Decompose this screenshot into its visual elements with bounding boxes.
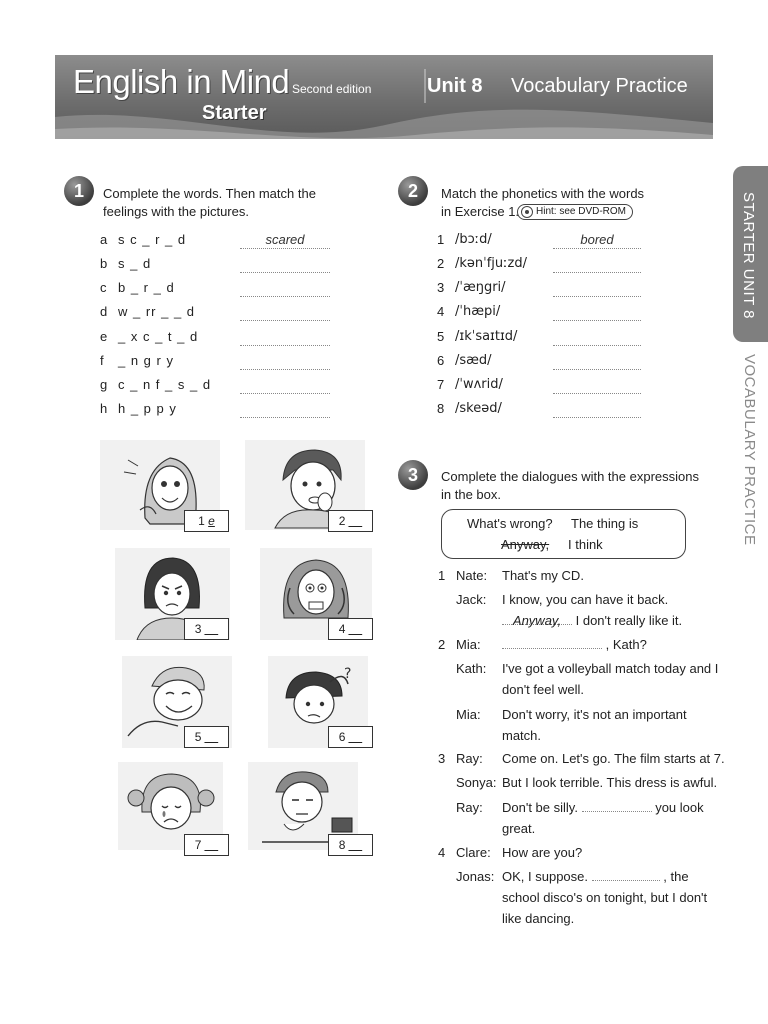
exercise-2-item	[437, 353, 647, 371]
dialogue-line-text: OK, I suppose.	[502, 869, 588, 884]
item-letter: g	[100, 377, 108, 392]
hint-text: Hint: see DVD-ROM	[536, 206, 627, 217]
item-word: s _ d	[118, 256, 152, 271]
answer-field[interactable]	[553, 401, 641, 418]
exercise-2-item	[437, 377, 647, 395]
item-phonetic: /kənˈfjuːzd/	[455, 256, 527, 271]
item-letter: e	[100, 329, 108, 344]
answer-field[interactable]	[240, 256, 330, 273]
picture-4-answer-box[interactable]	[328, 618, 373, 640]
dialogue-line: I've got a volleyball match today and I	[502, 661, 719, 676]
item-letter: b	[100, 256, 108, 271]
dialogue-4	[438, 843, 718, 933]
dialogue-line	[502, 798, 704, 819]
exercise-2-item	[437, 304, 647, 322]
dialogue-line: school disco's on tonight, but I don't	[502, 890, 708, 905]
item-letter: c	[100, 280, 107, 295]
dialogue-1	[438, 566, 718, 632]
item-number: 2	[437, 256, 445, 271]
dialogue-number: 2	[438, 637, 446, 652]
item-phonetic: /ˈæŋgri/	[455, 280, 506, 295]
exercise-1-item	[100, 304, 340, 322]
picture-2-answer-box[interactable]	[328, 510, 373, 532]
picture-number: 6	[338, 730, 346, 744]
item-phonetic: /ˈwʌrid/	[455, 377, 503, 392]
speaker-name: Nate:	[456, 568, 488, 583]
item-letter: h	[100, 401, 108, 416]
speaker-name: Ray:	[456, 751, 483, 766]
dialogue-line: Don't worry, it's not an important	[502, 707, 687, 722]
exercise-3-instruction-line-2: in the box.	[441, 487, 501, 502]
expression-anyway-crossed-out: Anyway,	[501, 537, 550, 552]
item-number: 6	[437, 353, 445, 368]
exercise-2-item	[437, 256, 647, 274]
dialogue-line	[502, 635, 647, 656]
answer-field[interactable]: scared	[240, 232, 330, 249]
picture-answer: __	[348, 838, 363, 852]
item-letter: d	[100, 304, 108, 319]
dialogue-line	[502, 611, 682, 632]
expressions-box	[441, 509, 686, 559]
item-letter: a	[100, 232, 108, 247]
exercise-1-instruction-line-2: feelings with the pictures.	[103, 204, 249, 219]
dialogue-line	[502, 867, 689, 888]
level-label: Starter	[202, 102, 267, 124]
exercise-1-item	[100, 353, 340, 371]
exercise-1-item	[100, 401, 340, 419]
exercise-1-number: 1	[64, 176, 94, 206]
item-word: _ x c _ t _ d	[118, 329, 199, 344]
exercise-1-instruction-line-1: Complete the words. Then match the	[103, 186, 316, 201]
answer-field[interactable]	[240, 280, 330, 297]
item-phonetic: /ɪkˈsaɪtɪd/	[455, 329, 518, 344]
answer-field[interactable]	[240, 304, 330, 321]
dialogue-2	[438, 635, 718, 747]
exercise-3-number: 3	[398, 460, 428, 490]
speaker-name: Mia:	[456, 637, 481, 652]
item-phonetic: /bɔːd/	[455, 232, 492, 247]
answer-field[interactable]: bored	[553, 232, 641, 249]
dialogue-line: I know, you can have it back.	[502, 592, 669, 607]
header-banner	[55, 55, 713, 139]
item-number: 1	[437, 232, 445, 247]
picture-answer: __	[204, 730, 219, 744]
side-section-label: VOCABULARY PRACTICE	[741, 354, 758, 546]
answer-field[interactable]	[240, 329, 330, 346]
speaker-name: Mia:	[456, 707, 481, 722]
answer-field[interactable]	[553, 280, 641, 297]
picture-answer: __	[204, 622, 219, 636]
answer-field[interactable]	[240, 353, 330, 370]
dialogue-blank-field[interactable]	[592, 867, 660, 881]
picture-answer: __	[348, 622, 363, 636]
dialogue-number: 4	[438, 845, 446, 860]
svg-text:?: ?	[344, 666, 352, 682]
exercise-2-instruction-line-1: Match the phonetics with the words	[441, 186, 645, 201]
dialogue-blank-field[interactable]	[582, 798, 652, 812]
answer-field[interactable]	[553, 329, 641, 346]
dialogue-line-text: you look	[655, 800, 704, 815]
item-letter: f	[100, 353, 104, 368]
dialogue-blank-field[interactable]	[502, 635, 602, 649]
dialogue-line-text: Don't be silly.	[502, 800, 578, 815]
dialogue-line: don't feel well.	[502, 682, 584, 697]
picture-number: 4	[338, 622, 346, 636]
hint-badge[interactable]	[517, 204, 633, 220]
speaker-name: Jonas:	[456, 869, 495, 884]
exercise-1-item	[100, 232, 340, 250]
picture-number: 7	[194, 838, 202, 852]
answer-field[interactable]	[553, 377, 641, 394]
picture-number: 2	[338, 514, 346, 528]
exercise-2-item	[437, 401, 647, 419]
item-phonetic: /ˈhæpi/	[455, 304, 501, 319]
exercise-2-item	[437, 329, 647, 347]
speaker-name: Clare:	[456, 845, 491, 860]
exercise-1-item	[100, 280, 340, 298]
picture-number: 1	[198, 514, 205, 528]
dialogue-number: 1	[438, 568, 446, 583]
side-tab	[733, 166, 768, 342]
item-number: 4	[437, 304, 445, 319]
dialogue-3	[438, 749, 725, 839]
item-number: 8	[437, 401, 445, 416]
dialogue-line-text: , the	[663, 869, 689, 884]
expression-the-thing-is: The thing is	[571, 516, 639, 531]
item-word: w _ rr _ _ d	[118, 304, 196, 319]
item-word: _ n g r y	[118, 353, 174, 368]
exercise-1-item	[100, 329, 340, 347]
picture-number: 3	[194, 622, 202, 636]
dialogue-number: 3	[438, 751, 446, 766]
dialogue-line: match.	[502, 728, 542, 743]
dialogue-blank-field[interactable]: Anyway,	[502, 611, 572, 625]
item-phonetic: /sæd/	[455, 353, 492, 368]
item-word: b _ r _ d	[118, 280, 175, 295]
dialogue-line: Come on. Let's go. The film starts at 7.	[502, 751, 725, 766]
exercise-3-instruction-line-1: Complete the dialogues with the expressions	[441, 469, 699, 484]
item-number: 5	[437, 329, 445, 344]
picture-answer: __	[348, 514, 363, 528]
item-phonetic: /skeəd/	[455, 401, 502, 416]
dvd-icon	[521, 206, 533, 218]
picture-3-answer-box[interactable]	[184, 618, 229, 640]
picture-number: 5	[194, 730, 202, 744]
exercise-1-item	[100, 377, 340, 395]
expression-whats-wrong: What's wrong?	[467, 516, 553, 531]
picture-1-answer-box[interactable]	[184, 510, 229, 532]
picture-6-answer-box[interactable]	[328, 726, 373, 748]
answer-field[interactable]	[240, 377, 330, 394]
item-word: c _ n f _ s _ d	[118, 377, 212, 392]
picture-number: 8	[338, 838, 346, 852]
expression-i-think: I think	[568, 537, 603, 552]
exercise-1-instruction	[103, 185, 316, 221]
dialogue-line-text: , Kath?	[605, 637, 647, 652]
exercise-2-instruction-line-2: in Exercise 1.	[441, 204, 520, 219]
item-word: h _ p p y	[118, 401, 177, 416]
picture-answer: __	[348, 730, 363, 744]
picture-7-answer-box[interactable]	[184, 834, 229, 856]
item-word: s c _ r _ d	[118, 232, 187, 247]
dialogue-line: But I look terrible. This dress is awful.	[502, 775, 718, 790]
edition-label: Second edition	[292, 82, 372, 96]
dialogue-line: like dancing.	[502, 911, 575, 926]
speaker-name: Ray:	[456, 800, 483, 815]
answer-field[interactable]	[240, 401, 330, 418]
side-tab-label: STARTER UNIT 8	[740, 192, 757, 320]
picture-answer: e	[208, 514, 215, 528]
picture-8-answer-box[interactable]	[328, 834, 373, 856]
speaker-name: Jack:	[456, 592, 487, 607]
unit-label: Unit 8	[427, 75, 483, 97]
item-number: 7	[437, 377, 445, 392]
dialogue-line: That's my CD.	[502, 568, 584, 583]
answer-field[interactable]	[553, 256, 641, 273]
exercise-3-instruction	[441, 468, 699, 504]
exercise-2-number: 2	[398, 176, 428, 206]
speaker-name: Sonya:	[456, 775, 497, 790]
answer-field[interactable]	[553, 304, 641, 321]
answer-field[interactable]	[553, 353, 641, 370]
dialogue-line: great.	[502, 821, 536, 836]
brand-title: English in Mind	[73, 63, 290, 100]
speaker-name: Kath:	[456, 661, 487, 676]
dialogue-line: How are you?	[502, 845, 583, 860]
exercise-2-item	[437, 280, 647, 298]
dialogue-line-text: I don't really like it.	[575, 613, 683, 628]
exercise-2-item	[437, 232, 647, 250]
exercise-1-item	[100, 256, 340, 274]
section-title: Vocabulary Practice	[511, 75, 688, 97]
picture-answer: __	[204, 838, 219, 852]
item-number: 3	[437, 280, 445, 295]
picture-5-answer-box[interactable]	[184, 726, 229, 748]
